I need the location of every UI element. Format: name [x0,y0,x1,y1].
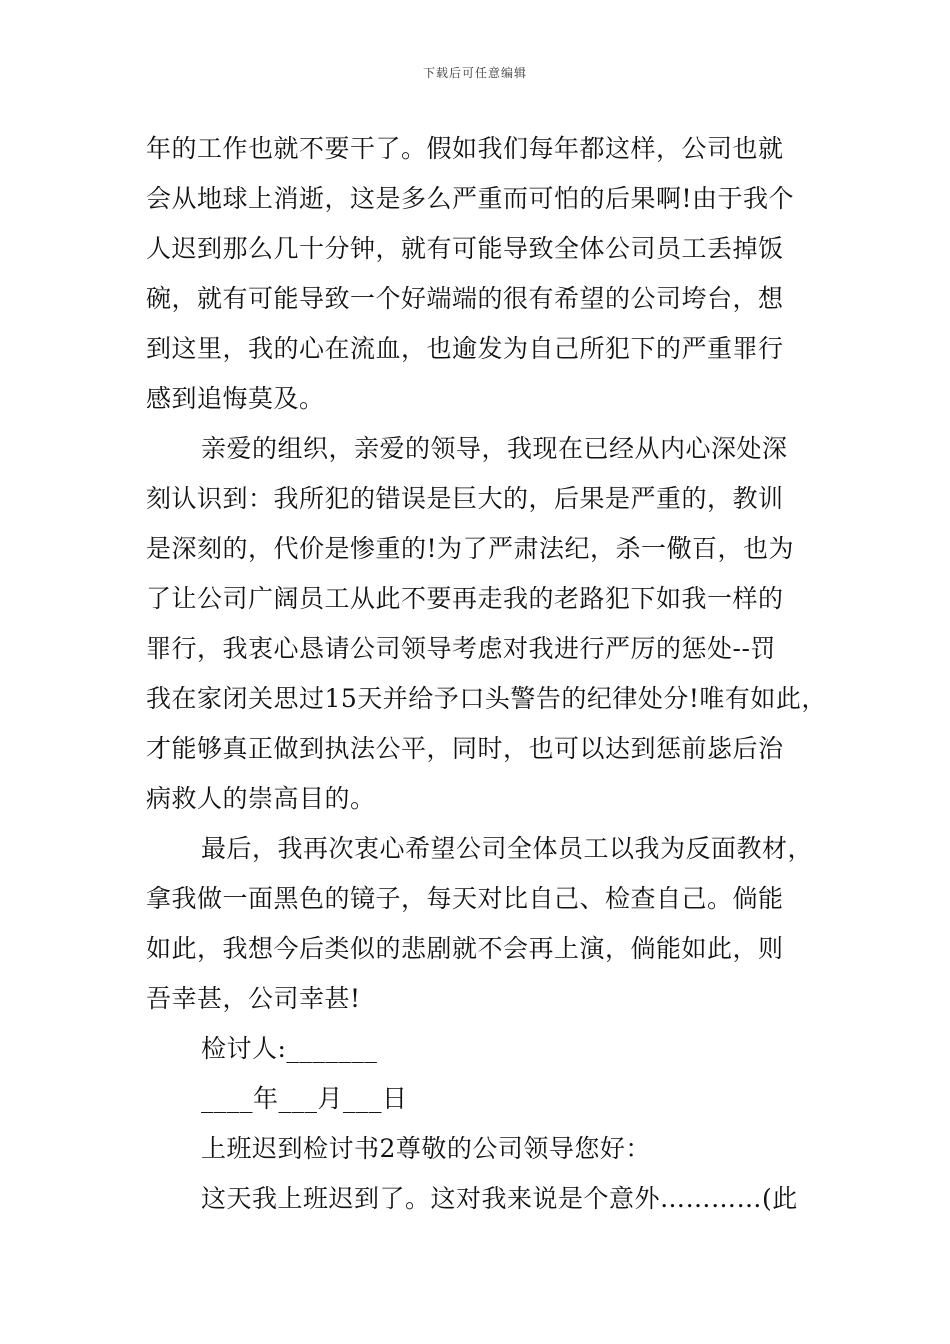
text-line: ____年___月___日 [201,1084,408,1113]
text-line: 检讨人:_______ [201,1034,378,1063]
text-line: 年的工作也就不要干了。假如我们每年都这样，公司也就 [146,134,784,163]
text-line: 这天我上班迟到了。这对我来说是个意外…………(此 [201,1184,798,1213]
text-line: 拿我做一面黑色的镜子，每天对比自己、检查自己。倘能 [146,884,784,913]
text-line: 罪行，我衷心恳请公司领导考虑对我进行严厉的惩处--罚 [146,634,776,663]
text-line: 上班迟到检讨书2尊敬的公司领导您好： [201,1134,651,1163]
text-line: 病救人的崇高目的。 [146,784,376,813]
text-line: 如此，我想今后类似的悲剧就不会再上演，倘能如此，则 [146,934,784,963]
text-line: 了让公司广阔员工从此不要再走我的老路犯下如我一样的 [146,584,784,613]
text-line: 我在家闭关思过15天并给予口头警告的纪律处分!唯有如此， [146,684,827,713]
text-line: 人迟到那么几十分钟，就有可能导致全体公司员工丢掉饭 [146,234,784,263]
text-line: 会从地球上消逝，这是多么严重而可怕的后果啊!由于我个 [146,184,795,213]
page-header: 下载后可任意编辑 [422,66,527,80]
text-line: 是深刻的，代价是惨重的!为了严肃法纪，杀一儆百，也为 [146,534,795,563]
text-line: 刻认识到：我所犯的错误是巨大的，后果是严重的，教训 [146,484,784,513]
text-line: 到这里，我的心在流血，也逾发为自己所犯下的严重罪行 [146,334,784,363]
text-line: 最后，我再次衷心希望公司全体员工以我为反面教材， [201,834,814,863]
text-line: 才能够真正做到执法公平，同时，也可以达到惩前毖后治 [146,734,784,763]
document-body [146,124,836,1224]
text-line: 碗，就有可能导致一个好端端的很有希望的公司垮台，想 [146,284,784,313]
text-line: 吾幸甚，公司幸甚! [146,984,361,1013]
text-line: 感到追悔莫及。 [146,384,325,413]
text-line: 亲爱的组织，亲爱的领导，我现在已经从内心深处深 [201,434,788,463]
